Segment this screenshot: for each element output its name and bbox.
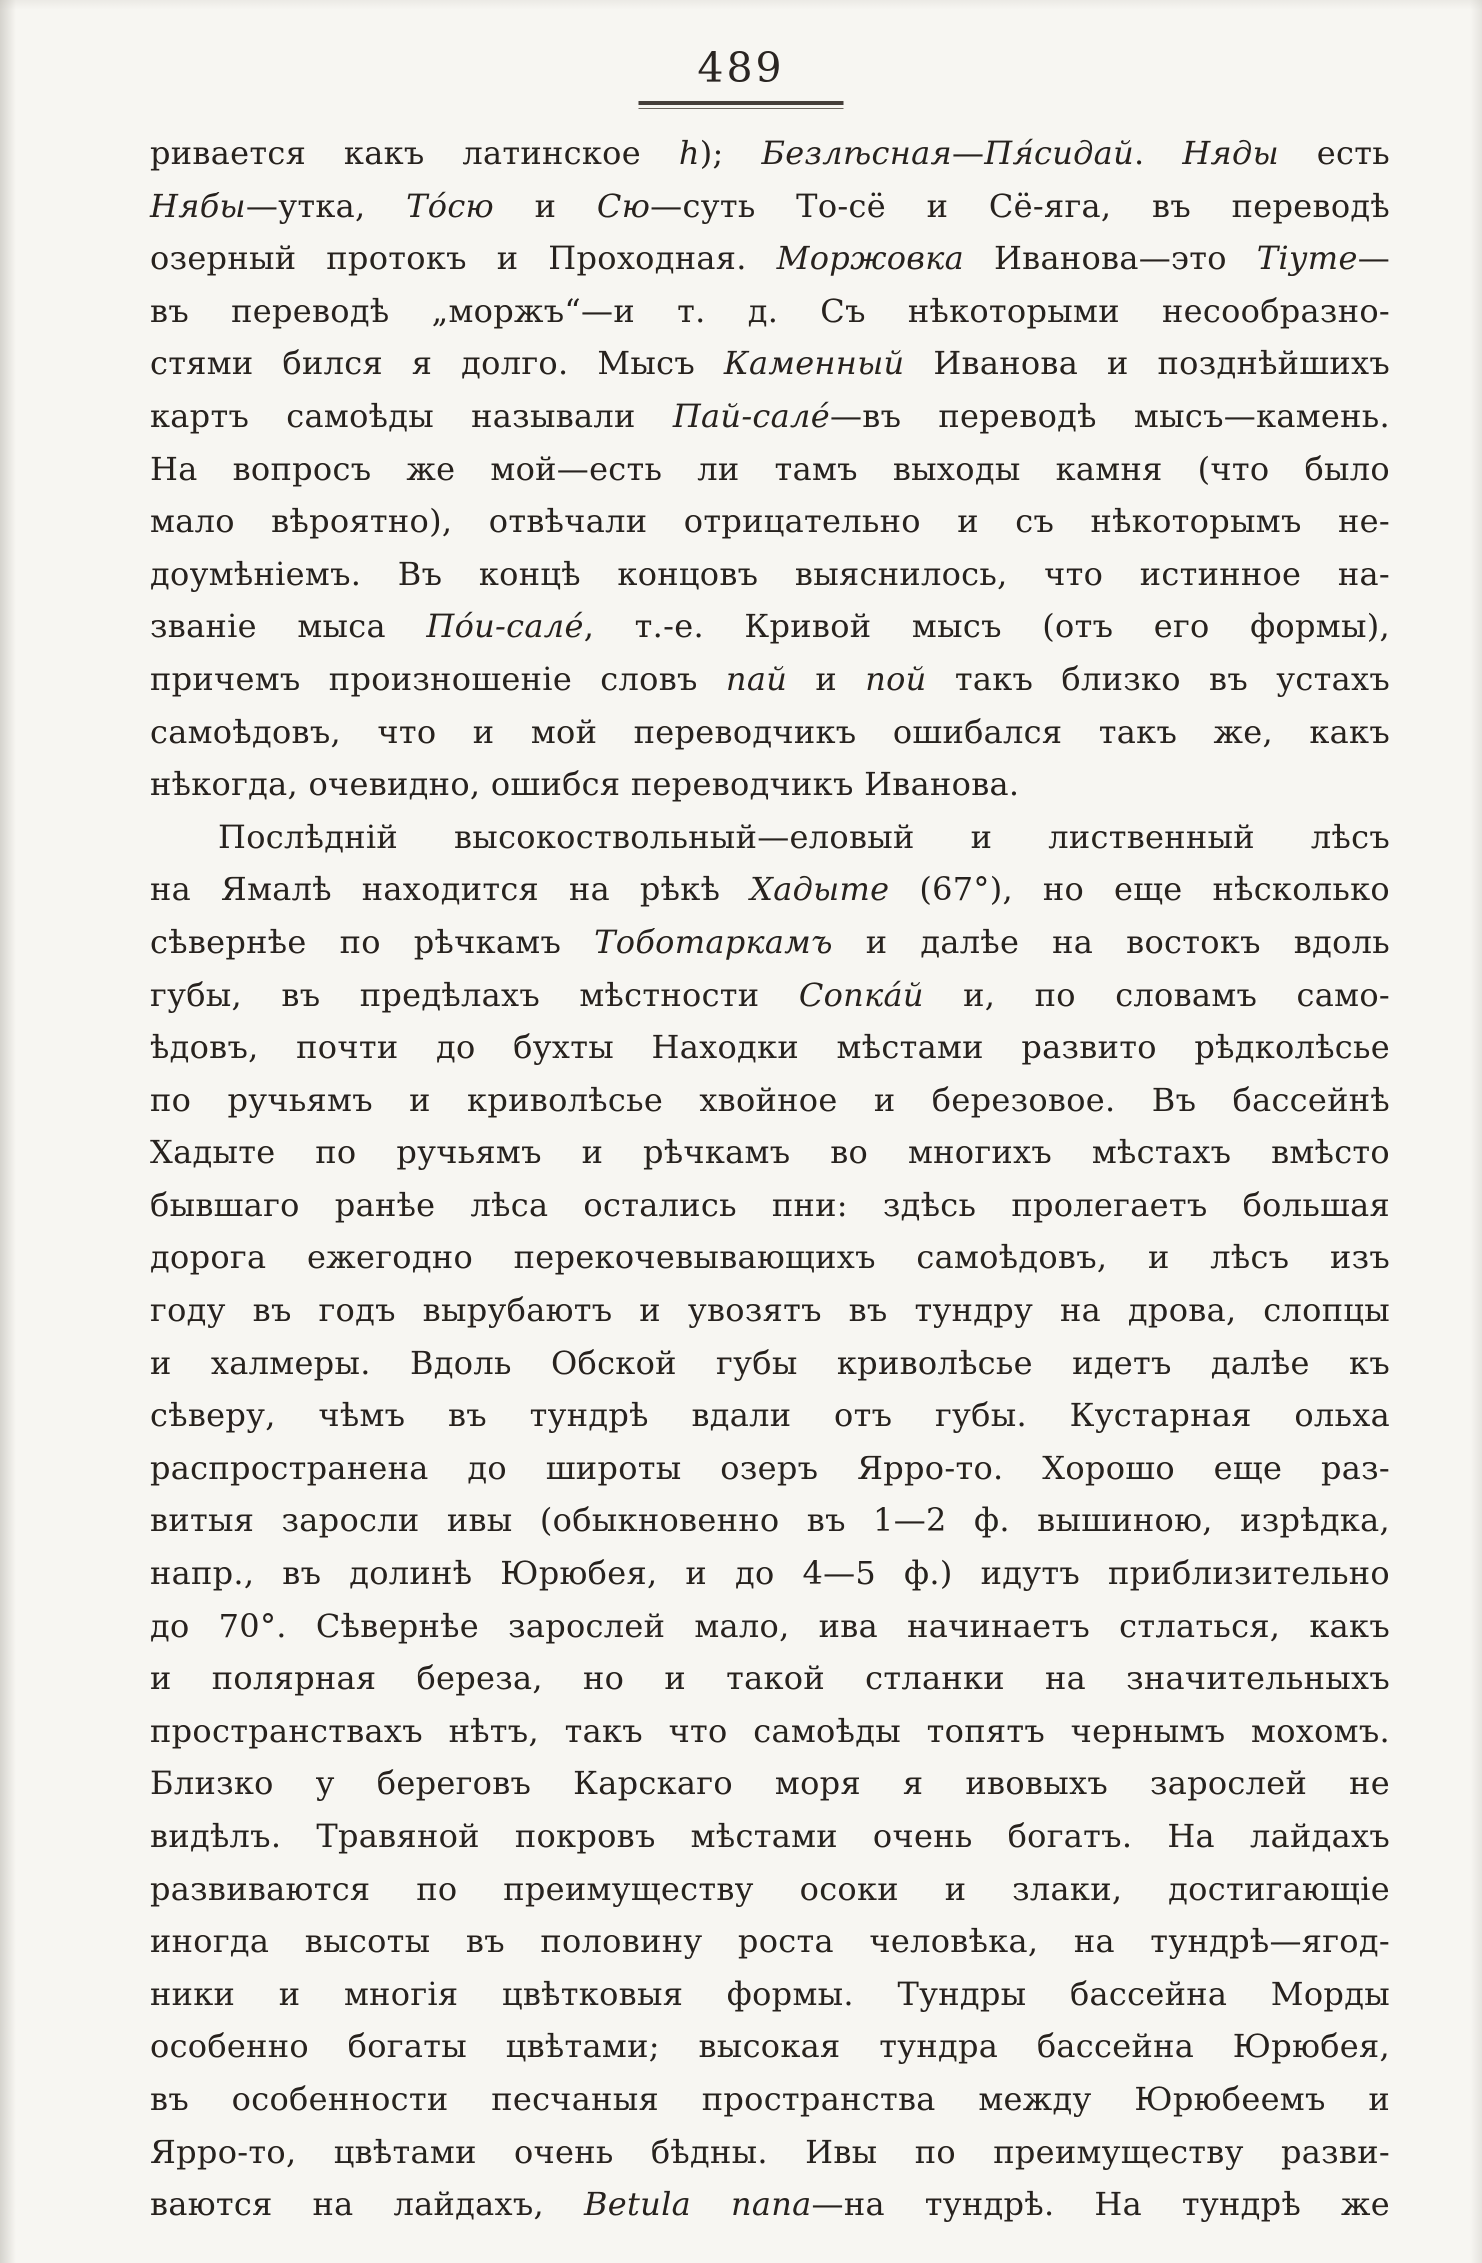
text-segment: ѣдовъ, почти до бухты Находки мѣстами развито рѣдколѣсье [150,1028,1390,1067]
text-line [150,1915,1390,1968]
text-segment: самоѣдовъ, что и мой переводчикъ ошибался такъ же, какъ [150,712,1390,751]
text-line [150,1021,1390,1074]
text-line [150,1126,1390,1179]
text-segment: и, по словамъ само- [923,975,1391,1014]
text-segment: по ручьямъ и криволѣсье хвойное и березовое. Въ бассейнѣ [150,1080,1390,1119]
text-segment: —суть То-сё и Сё-яга, въ переводѣ [650,186,1390,225]
italic-text-segment: Тоботаркамъ [594,922,833,961]
italic-text-segment: По́и-сале́ [426,607,584,646]
text-line [150,2126,1390,2179]
text-segment: Послѣдній высокоствольный—еловый и лиственный лѣсъ [218,817,1390,856]
text-line [150,1652,1390,1705]
text-line [150,495,1390,548]
text-segment: въ переводѣ „моржъ“—и т. д. Съ нѣкоторыми несообразно- [150,291,1390,330]
text-segment: — [1357,239,1390,278]
text-line [150,1757,1390,1810]
text-line [150,337,1390,390]
italic-text-segment: пай [725,659,788,698]
text-segment: стями бился я долго. Мысъ [150,344,724,383]
text-segment: мало вѣроятно), отвѣчали отрицательно и съ нѣкоторымъ не- [150,502,1390,541]
text-line [150,1494,1390,1547]
text-segment: развиваются по преимуществу осоки и злаки, достигающіе [150,1869,1390,1908]
text-segment: напр., въ долинѣ Юрюбея, и до 4—5 ф.) идутъ приблизительно [150,1554,1390,1593]
text-segment: — [951,134,985,172]
text-line [150,1179,1390,1232]
text-segment: до 70°. Сѣвернѣе зарослей мало, ива начинаетъ стлаться, какъ [150,1606,1390,1645]
text-line [150,653,1390,706]
text-segment: доумѣніемъ. Въ концѣ концовъ выяснилось, что истинное на- [150,554,1390,593]
text-line [150,1968,1390,2021]
text-line [150,1074,1390,1127]
text-segment: картъ самоѣды называли [150,396,673,435]
text-segment: бывшаго ранѣе лѣса остались пни: здѣсь пролегаетъ большая [150,1185,1390,1224]
text-segment: , т.-е. Кривой мысъ (отъ его формы), [583,607,1390,646]
italic-text-segment: Моржовка [776,239,965,278]
text-line [150,2073,1390,2126]
text-segment: —утка, [245,186,407,225]
text-segment: сѣверу, чѣмъ въ тундрѣ вдали отъ губы. Кустарная ольха [150,1396,1390,1435]
text-segment: ривается какъ латинское [150,134,679,172]
text-block [150,127,1390,2231]
text-line [150,443,1390,496]
italic-text-segment: Пай-сале́ [672,396,830,435]
text-segment: пространствахъ нѣтъ, такъ что самоѣды топятъ чернымъ мохомъ. [150,1711,1390,1750]
text-segment: озерный протокъ и Проходная. [150,239,777,278]
page-number: 489 [697,44,785,92]
text-line [150,1863,1390,1916]
text-segment: званіе мыса [150,607,427,646]
text-line [150,548,1390,601]
text-line [150,390,1390,443]
text-segment: нѣкогда, очевидно, ошибся переводчикъ Иванова. [150,765,1020,804]
text-segment: иногда высоты въ половину роста человѣка, на тундрѣ—ягод- [150,1922,1390,1961]
text-line [150,811,1390,864]
italic-text-segment: То́сю [406,186,495,225]
text-line [150,2020,1390,2073]
text-line [150,1705,1390,1758]
text-segment: дорога ежегодно перекочевывающихъ самоѣдовъ, и лѣсъ изъ [150,1238,1390,1277]
text-segment: Иванова—это [964,239,1257,278]
text-segment: —на тундрѣ. На тундрѣ же [811,2185,1390,2224]
text-line [150,706,1390,759]
text-line [150,285,1390,338]
text-line [150,600,1390,653]
italic-text-segment: Betula nana [583,2185,812,2224]
text-segment: (67°), но еще нѣсколько [889,870,1390,909]
text-segment: ваются на лайдахъ, [150,2185,584,2224]
italic-text-segment: Хадыте [750,870,890,909]
text-segment: распространена до широты озеръ Ярро-то. Хорошо еще раз- [150,1448,1390,1487]
text-line [150,1600,1390,1653]
text-segment: и халмеры. Вдоль Обской губы криволѣсье идетъ далѣе къ [150,1343,1390,1382]
text-line [150,1231,1390,1284]
text-segment: губы, въ предѣлахъ мѣстности [150,975,799,1014]
text-segment: причемъ произношеніе словъ [150,659,726,698]
text-line [150,180,1390,233]
text-line [150,758,1390,811]
italic-text-segment: Нябы [150,186,246,225]
text-segment: ники и многія цвѣтковыя формы. Тундры бассейна Морды [150,1974,1390,2013]
text-segment: сѣвернѣе по рѣчкамъ [150,922,595,961]
text-segment: есть [1278,134,1390,172]
italic-text-segment: пой [865,659,927,698]
text-segment: въ особенности песчаныя пространства между Юрюбеемъ и [150,2079,1390,2118]
text-line [150,127,1390,180]
text-segment: Хадыте по ручьямъ и рѣчкамъ во многихъ мѣстахъ вмѣсто [150,1133,1390,1172]
text-segment: особенно богаты цвѣтами; высокая тундра бассейна Юрюбея, [150,2027,1390,2066]
text-segment: на Ямалѣ находится на рѣкѣ [150,870,751,909]
italic-text-segment: Няды [1182,134,1279,172]
italic-text-segment: Тіуте [1256,239,1358,278]
text-line [150,1442,1390,1495]
text-line [150,1810,1390,1863]
italic-text-segment: Пя́сидай [984,134,1134,172]
text-segment: Близко у береговъ Карскаго моря я ивовыхъ зарослей не [150,1764,1390,1803]
text-line [150,1337,1390,1390]
page-header [0,44,1482,92]
text-line [150,969,1390,1022]
text-segment: и [494,186,597,225]
italic-text-segment: Безлѣсная [761,134,952,172]
text-line [150,2178,1390,2231]
italic-text-segment: h [678,134,700,172]
text-segment: и [787,659,866,698]
text-line [150,916,1390,969]
text-line [150,863,1390,916]
italic-text-segment: Сю [596,186,651,225]
text-segment: витыя заросли ивы (обыкновенно въ 1—2 ф. вышиною, изрѣдка, [150,1501,1390,1540]
text-line [150,232,1390,285]
text-segment: Иванова и позднѣйшихъ [904,344,1390,383]
italic-text-segment: Каменный [723,344,905,383]
text-line [150,1389,1390,1442]
text-line [150,1547,1390,1600]
text-segment: и далѣе на востокъ вдоль [832,922,1391,961]
text-segment: —въ переводѣ мысъ—камень. [829,396,1390,435]
text-segment: году въ годъ вырубаютъ и увозятъ въ тундру на дрова, слопцы [150,1291,1390,1330]
text-line [150,1284,1390,1337]
text-segment: На вопросъ же мой—есть ли тамъ выходы камня (что было [150,449,1390,488]
text-segment: Ярро-то, цвѣтами очень бѣдны. Ивы по преимуществу разви- [150,2132,1390,2171]
italic-text-segment: Сопка́й [798,975,924,1014]
page-number-rule [639,101,844,109]
text-segment: . [1133,134,1183,172]
text-segment: видѣлъ. Травяной покровъ мѣстами очень богатъ. На лайдахъ [150,1817,1390,1855]
text-segment: такъ близко въ устахъ [926,659,1390,698]
text-segment: ); [699,134,762,172]
text-segment: и полярная береза, но и такой стланки на значительныхъ [150,1659,1390,1698]
